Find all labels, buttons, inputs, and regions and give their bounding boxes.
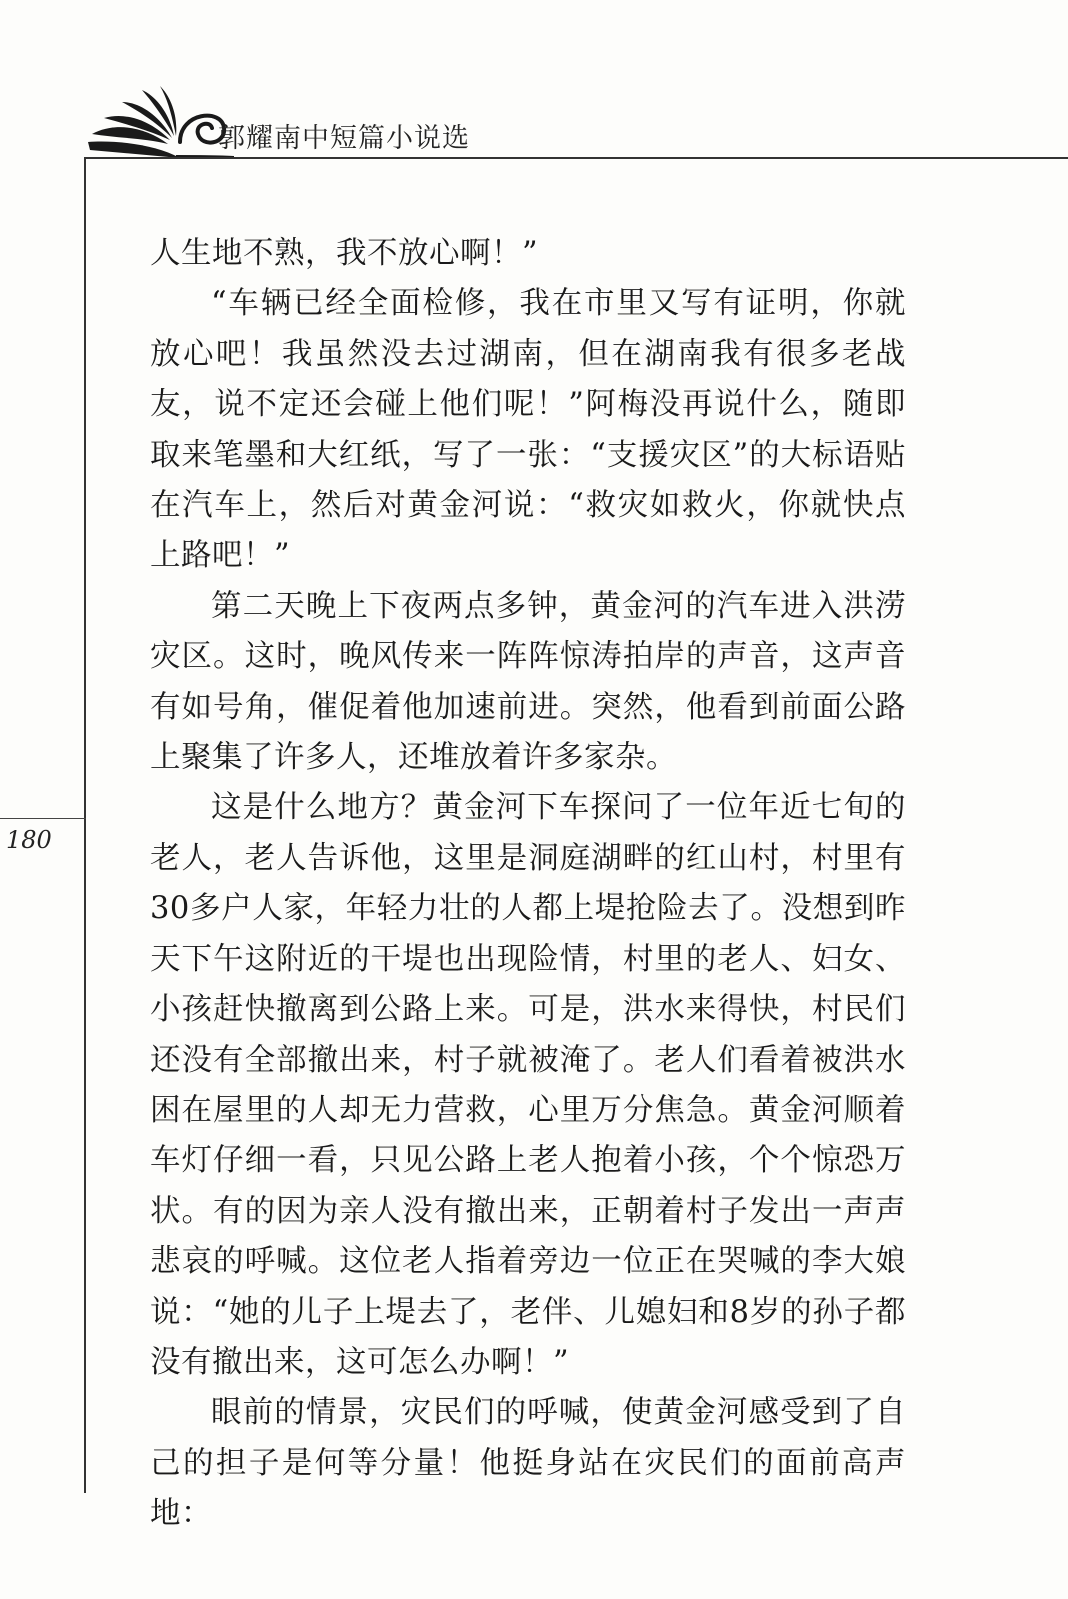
paragraph: 第二天晚上下夜两点多钟，黄金河的汽车进入洪涝灾区。这时，晚风传来一阵阵惊涛拍岸的声音，这声音有如号角，催促着他加速前进。突然，他看到前面公路上聚集了许多人，还堆放着许多家杂。 bbox=[150, 588, 906, 776]
paragraph: 这是什么地方？黄金河下车探问了一位年近七旬的老人，老人告诉他，这里是洞庭湖畔的红山村，村里有30多户人家，年轻力壮的人都上堤抢险去了。没想到昨天下午这附近的干堤也出现险情，村里的老人、妇女、小孩赶快撤离到公路上来。可是，洪水来得快，村民们还没有全部撤出来，村子就被淹了。老人们看着被洪水困在屋里的人却无力营救，心里万分焦急。黄金河顺着车灯仔细一看，只见公路上老人抱着小孩，个个惊恐万状。有的因为亲人没有撤出来，正朝着村子发出一声声悲哀的呼喊。这位老人指着旁边一位正在哭喊的李大娘说：“她的儿子上堤去了，老伴、儿媳妇和8岁的孙子都没有撤出来，这可怎么办啊！” bbox=[150, 790, 906, 1380]
page-header bbox=[0, 0, 1068, 170]
swirl-flourish-icon bbox=[84, 82, 234, 162]
frame-top-rule bbox=[84, 157, 214, 159]
frame-left-rule bbox=[84, 157, 86, 1493]
header-rule bbox=[210, 157, 1068, 159]
paragraph: 眼前的情景，灾民们的呼喊，使黄金河感受到了自己的担子是何等分量！他挺身站在灾民们的面前高声地： bbox=[150, 1395, 906, 1532]
page-number: 180 bbox=[6, 826, 52, 854]
paragraph: 人生地不熟，我不放心啊！” bbox=[150, 236, 539, 271]
paragraph: “车辆已经全面检修，我在市里又写有证明，你就放心吧！我虽然没去过湖南，但在湖南我有很多老战友，说不定还会碰上他们呢！”阿梅没再说什么，随即取来笔墨和大红纸，写了一张：“支援灾区”的大标语贴在汽车上，然后对黄金河说：“救灾如救火，你就快点上路吧！” bbox=[150, 286, 906, 574]
margin-rule bbox=[0, 818, 86, 819]
book-title: 郭耀南中短篇小说选 bbox=[218, 123, 470, 154]
body-text bbox=[150, 229, 906, 1540]
